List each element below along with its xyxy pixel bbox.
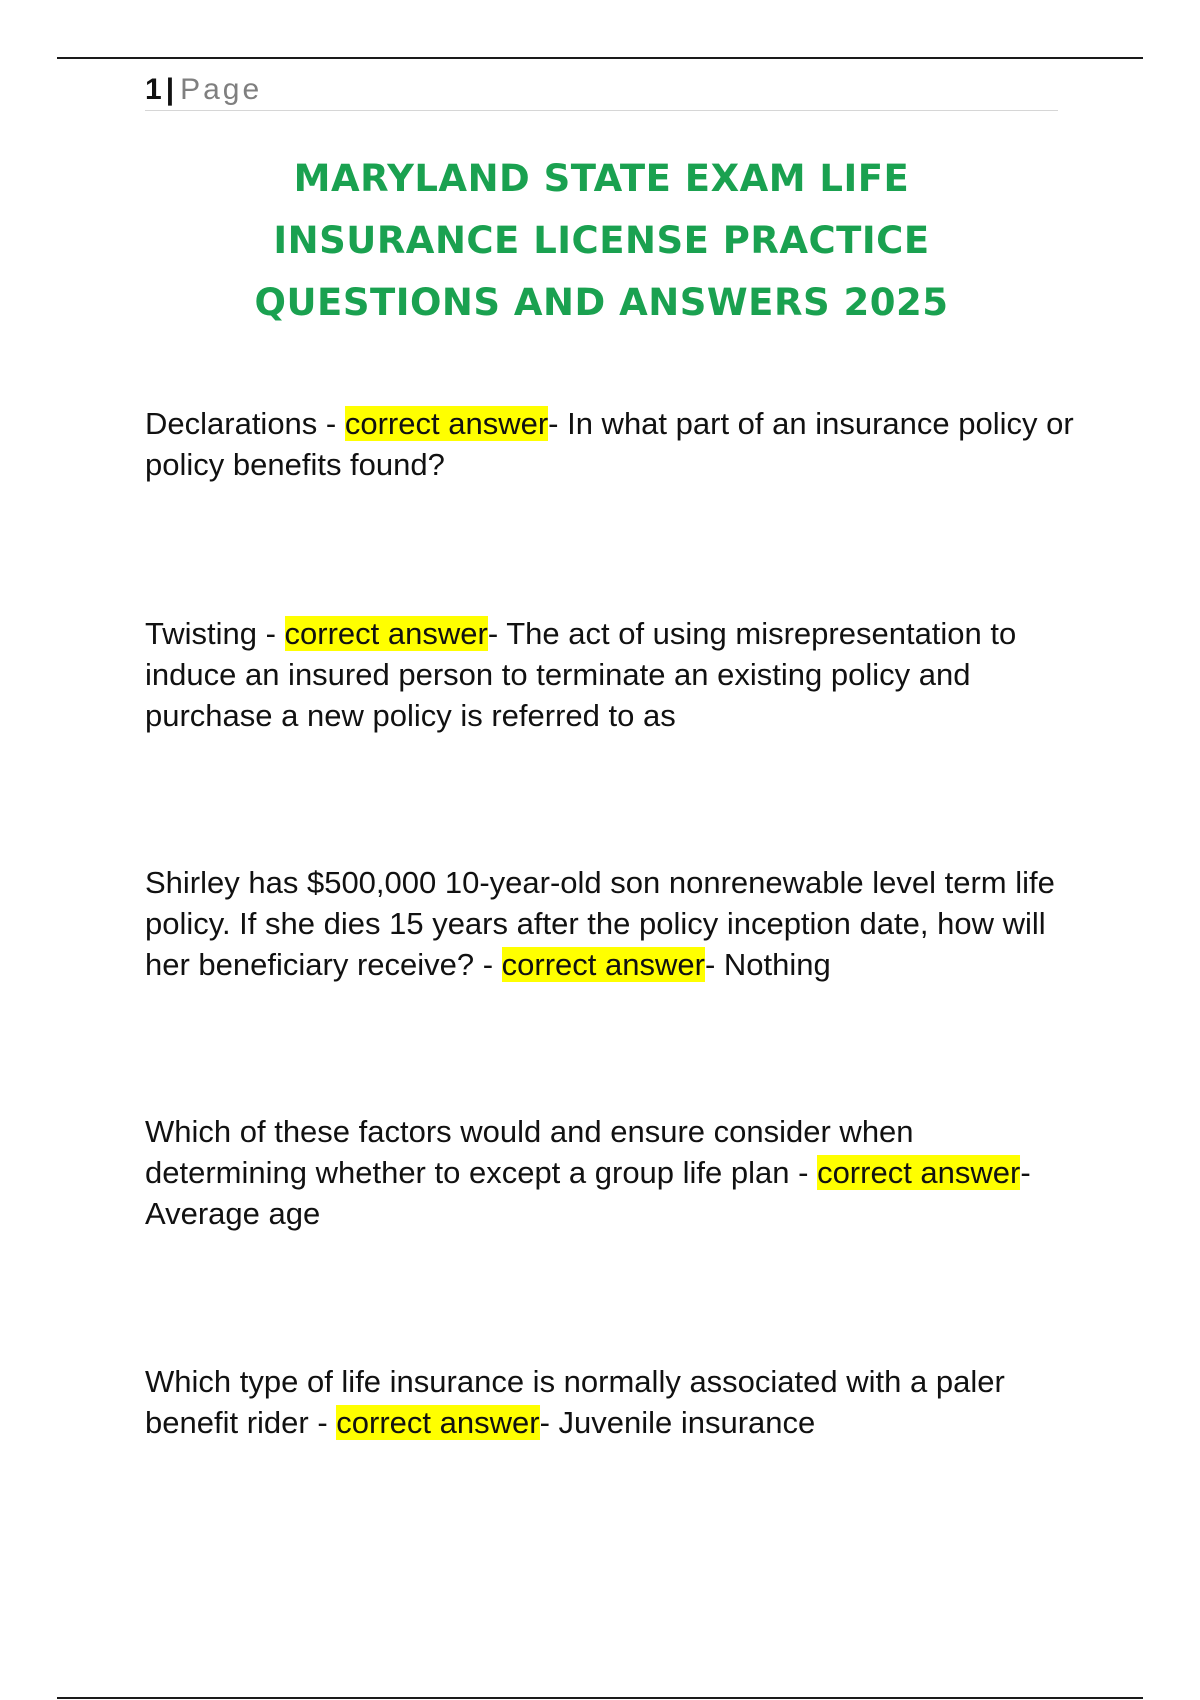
qa-item-1 bbox=[145, 403, 1075, 485]
qa-text: - In what part of an insurance policy or policy benefits found? bbox=[145, 406, 1074, 482]
answer-highlight: correct answer bbox=[817, 1155, 1021, 1190]
qa-text: Shirley has $500,000 10-year-old son nonrenewable level term life policy. If she dies 15 years after the policy inception date, how will her beneficiary receive? - bbox=[145, 865, 1055, 982]
page-number: 1 bbox=[145, 73, 162, 106]
answer-highlight: correct answer bbox=[344, 406, 549, 441]
qa-item-3 bbox=[145, 862, 1075, 985]
qa-text: - Juvenile insurance bbox=[539, 1405, 816, 1440]
qa-text: - The act of using misrepresentation to induce an insured person to terminate an existing policy and purchase a new policy is referred to as bbox=[145, 616, 1017, 733]
answer-highlight: correct answer bbox=[284, 616, 488, 651]
document-title bbox=[145, 148, 1058, 334]
answer-highlight: correct answer bbox=[501, 947, 705, 982]
title-line-3: QUESTIONS AND ANSWERS 2025 bbox=[254, 281, 949, 324]
answer-highlight: correct answer bbox=[336, 1405, 540, 1440]
page-label: Page bbox=[180, 73, 263, 106]
top-rule bbox=[57, 57, 1143, 59]
qa-text: Which type of life insurance is normally associated with a paler benefit rider - bbox=[145, 1364, 1005, 1440]
qa-item-4 bbox=[145, 1111, 1075, 1234]
title-line-1: MARYLAND STATE EXAM LIFE bbox=[293, 157, 910, 200]
qa-item-5 bbox=[145, 1361, 1075, 1443]
qa-item-2 bbox=[145, 613, 1075, 736]
page-header bbox=[145, 70, 1058, 111]
qa-text: Which of these factors would and ensure consider when determining whether to except a group life plan - bbox=[145, 1114, 914, 1190]
qa-text: - Nothing bbox=[704, 947, 831, 982]
qa-text: Declarations - bbox=[145, 406, 345, 441]
qa-text: - Average age bbox=[145, 1155, 1031, 1231]
bottom-rule bbox=[57, 1697, 1143, 1699]
title-line-2: INSURANCE LICENSE PRACTICE bbox=[273, 219, 930, 262]
qa-text: Twisting - bbox=[145, 616, 285, 651]
page-separator: | bbox=[165, 73, 175, 106]
